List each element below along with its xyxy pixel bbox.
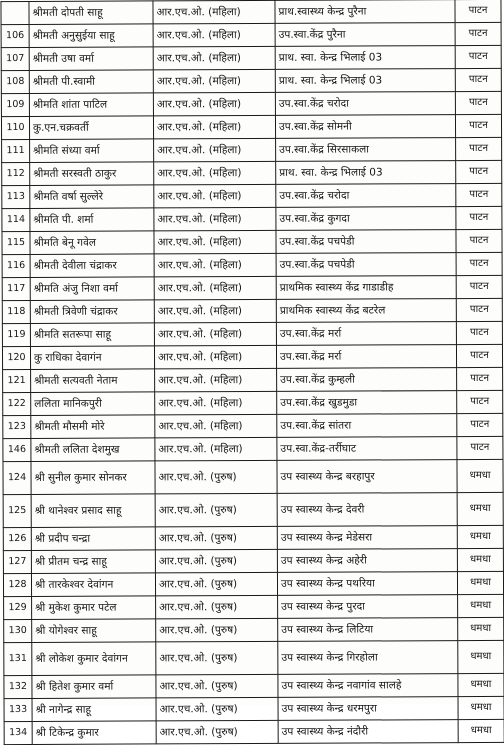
health-center-cell: उप स्वास्थ्य केन्द्र धरमपुरा bbox=[278, 697, 458, 721]
block-cell: पाटन bbox=[457, 436, 503, 459]
employee-name-cell: श्रीमती अनुसुईया साहू bbox=[29, 24, 153, 48]
designation-cell: आर.एच.ओ. (महिला) bbox=[155, 391, 277, 415]
table-row bbox=[4, 594, 504, 619]
designation-cell: आर.एच.ओ. (महिला) bbox=[153, 46, 275, 70]
health-center-cell: उप स्वास्थ्य केन्द्र बरहापुर bbox=[277, 460, 457, 494]
serial-number-cell: 111 bbox=[2, 139, 30, 162]
table-row bbox=[1, 68, 501, 93]
designation-cell: आर.एच.ओ. (महिला) bbox=[155, 437, 277, 461]
block-cell: धमधा bbox=[457, 525, 503, 548]
block-cell: धमधा bbox=[457, 459, 503, 492]
designation-cell: आर.एच.ओ. (पुरुष) bbox=[156, 674, 278, 698]
designation-cell: आर.एच.ओ. (महिला) bbox=[154, 184, 276, 208]
designation-cell: आर.एच.ओ. (महिला) bbox=[153, 23, 275, 47]
designation-cell: आर.एच.ओ. (पुरुष) bbox=[155, 549, 277, 573]
table-row bbox=[2, 275, 502, 300]
table-row bbox=[4, 640, 504, 675]
block-cell: पाटन bbox=[456, 252, 502, 275]
health-center-cell: प्राथ. स्वा. केन्द्र भिलाई 03 bbox=[276, 161, 456, 185]
serial-number-cell: 118 bbox=[2, 300, 30, 323]
employee-name-cell: श्री हितेश कुमार वर्मा bbox=[32, 675, 156, 699]
health-center-cell: उप स्वास्थ्य केन्द्र पुरदा bbox=[278, 595, 458, 619]
designation-cell: आर.एच.ओ. (महिला) bbox=[154, 276, 276, 300]
serial-number-cell: 129 bbox=[4, 596, 32, 619]
serial-number-cell: 131 bbox=[4, 642, 32, 675]
table-row bbox=[3, 367, 503, 392]
employee-name-cell: श्रीमति सतरूपा साहू bbox=[30, 323, 154, 347]
employee-name-cell: ललिता मानिकपुरी bbox=[31, 392, 155, 416]
serial-number-cell: 122 bbox=[3, 392, 31, 415]
block-cell: पाटन bbox=[456, 275, 502, 298]
table-row bbox=[2, 229, 502, 254]
health-center-cell: प्राथ. स्वा. केन्द्र भिलाई 03 bbox=[275, 46, 455, 70]
health-center-cell: प्राथमिक स्वास्थ्य केंद्र गाडाडीह bbox=[276, 276, 456, 300]
serial-number-cell: 132 bbox=[4, 675, 32, 698]
serial-number-cell: 115 bbox=[2, 231, 30, 254]
serial-number-cell: 121 bbox=[3, 369, 31, 392]
table-row bbox=[4, 617, 504, 642]
table-row bbox=[2, 321, 502, 346]
designation-cell: आर.एच.ओ. (पुरुष) bbox=[155, 460, 277, 494]
designation-cell: आर.एच.ओ. (महिला) bbox=[153, 92, 275, 116]
health-center-cell: उप.स्वा.केंद्र मर्रा bbox=[276, 345, 456, 369]
designation-cell: आर.एच.ओ. (महिला) bbox=[154, 207, 276, 231]
block-cell: पाटन bbox=[455, 45, 501, 68]
serial-number-cell: 127 bbox=[3, 550, 31, 573]
health-center-cell: उप स्वास्थ्य केन्द्र नंदौरी bbox=[278, 720, 458, 744]
employee-name-cell: श्रीमती त्रिवेणी चंद्राकर bbox=[30, 300, 154, 324]
table-row bbox=[3, 525, 503, 550]
designation-cell: आर.एच.ओ. (पुरुष) bbox=[155, 572, 277, 596]
serial-number-cell: 108 bbox=[1, 70, 29, 93]
serial-number-cell: 107 bbox=[1, 47, 29, 70]
block-cell: पाटन bbox=[457, 390, 503, 413]
serial-number-cell: 128 bbox=[3, 573, 31, 596]
block-cell: पाटन bbox=[455, 114, 501, 137]
table-row bbox=[4, 696, 504, 721]
health-center-cell: उप.स्वा.केंद्र चरोदा bbox=[276, 184, 456, 208]
serial-number-cell: 146 bbox=[3, 438, 31, 461]
block-cell: पाटन bbox=[456, 298, 502, 321]
block-cell: धमधा bbox=[457, 571, 503, 594]
health-center-cell: उप स्वास्थ्य केन्द्र पथरिया bbox=[277, 572, 457, 596]
designation-cell: आर.एच.ओ. (महिला) bbox=[153, 0, 275, 24]
block-cell: पाटन bbox=[456, 321, 502, 344]
health-center-cell: उप.स्वा.केंद्र पचपेडी bbox=[276, 253, 456, 277]
serial-number-cell: 126 bbox=[3, 527, 31, 550]
health-center-cell: उप.स्वा.केंद्र सांतरा bbox=[277, 414, 457, 438]
employee-name-cell: श्री प्रीतम चन्द्र साहू bbox=[31, 550, 155, 574]
designation-cell: आर.एच.ओ. (पुरुष) bbox=[156, 697, 278, 721]
health-center-cell: उप.स्वा.केंद्र कुगदा bbox=[276, 207, 456, 231]
employee-name-cell: श्रीमती देवीला चंद्राकर bbox=[30, 254, 154, 278]
designation-cell: आर.एच.ओ. (महिला) bbox=[154, 322, 276, 346]
health-center-cell: उप.स्वा.केंद्र मर्रा bbox=[276, 322, 456, 346]
serial-number-cell: 123 bbox=[3, 415, 31, 438]
designation-cell: आर.एच.ओ. (पुरुष) bbox=[155, 493, 277, 527]
health-center-cell: उप.स्वा.केंद्र खुडमुडा bbox=[277, 391, 457, 415]
designation-cell: आर.एच.ओ. (महिला) bbox=[154, 230, 276, 254]
employee-name-cell: श्रीमती दोपती साहू bbox=[29, 1, 153, 25]
employee-name-cell: श्रीमती ललिता देशमुख bbox=[31, 438, 155, 462]
table-row bbox=[3, 459, 503, 494]
employee-name-cell: कु राधिका देवागंन bbox=[30, 346, 154, 370]
health-center-cell: उप.स्वा.केंद्र पचपेडी bbox=[276, 230, 456, 254]
block-cell: धमधा bbox=[458, 640, 504, 673]
health-center-cell: प्राथमिक स्वास्थ्य केंद्र बटरेल bbox=[276, 299, 456, 323]
designation-cell: आर.एच.ओ. (महिला) bbox=[153, 115, 275, 139]
block-cell: धमधा bbox=[458, 617, 504, 640]
employee-name-cell: श्री योगेश्वर साहू bbox=[32, 619, 156, 643]
table-row bbox=[3, 390, 503, 415]
table-row bbox=[2, 206, 502, 231]
health-center-cell: प्राथ. स्वा. केन्द्र भिलाई 03 bbox=[275, 69, 455, 93]
serial-number-cell: 116 bbox=[2, 254, 30, 277]
block-cell: पाटन bbox=[456, 206, 502, 229]
table-row bbox=[3, 492, 503, 527]
block-cell: पाटन bbox=[457, 413, 503, 436]
table-row bbox=[1, 114, 501, 139]
block-cell: पाटन bbox=[455, 91, 501, 114]
designation-cell: आर.एच.ओ. (पुरुष) bbox=[156, 618, 278, 642]
block-cell: पाटन bbox=[456, 160, 502, 183]
block-cell: धमधा bbox=[458, 594, 504, 617]
designation-cell: आर.एच.ओ. (पुरुष) bbox=[156, 595, 278, 619]
serial-number-cell: 106 bbox=[1, 24, 29, 47]
designation-cell: आर.एच.ओ. (महिला) bbox=[154, 299, 276, 323]
table-row bbox=[2, 183, 502, 208]
health-center-cell: उप.स्वा.केंद्र सिरसाकला bbox=[276, 138, 456, 162]
employee-name-cell: श्रीमती मौसमी मोरे bbox=[31, 415, 155, 439]
employee-name-cell: श्री लोकेश कुमार देवांगन bbox=[32, 642, 156, 676]
designation-cell: आर.एच.ओ. (महिला) bbox=[155, 368, 277, 392]
health-center-cell: उप.स्वा.केंद्र पुरैना bbox=[275, 23, 455, 47]
table-row bbox=[3, 548, 503, 573]
employee-name-cell: श्रीमति बेनू गवेल bbox=[30, 231, 154, 255]
serial-number-cell: 113 bbox=[2, 185, 30, 208]
table-row bbox=[2, 137, 502, 162]
table-row bbox=[1, 91, 501, 116]
block-cell: पाटन bbox=[456, 344, 502, 367]
employee-name-cell: श्रीमति संध्या वर्मा bbox=[30, 139, 154, 163]
employee-name-cell: श्री प्रदीप चन्द्रा bbox=[31, 527, 155, 551]
health-center-cell: उप.स्वा.केंद्र सोमनी bbox=[275, 115, 455, 139]
table-row bbox=[3, 571, 503, 596]
employee-name-cell: श्रीमति वर्षा सुल्लेरे bbox=[30, 185, 154, 209]
serial-number-cell: 112 bbox=[2, 162, 30, 185]
health-center-cell: उप.स्वा.केंद्र-तर्रीघाट bbox=[277, 437, 457, 461]
serial-number-cell: 134 bbox=[4, 721, 32, 744]
table-body bbox=[1, 0, 504, 745]
table-row bbox=[3, 413, 503, 438]
employee-name-cell: श्रीमती पी.स्वामी bbox=[29, 70, 153, 94]
table-row bbox=[1, 0, 501, 25]
employee-name-cell: श्रीमती सत्यवती नेताम bbox=[31, 369, 155, 393]
block-cell: धमधा bbox=[458, 719, 504, 742]
designation-cell: आर.एच.ओ. (पुरुष) bbox=[155, 526, 277, 550]
serial-number-cell: 124 bbox=[3, 461, 31, 494]
block-cell: पाटन bbox=[455, 0, 501, 23]
health-center-cell: उप स्वास्थ्य केन्द्र गिरहोला bbox=[278, 641, 458, 675]
designation-cell: आर.एच.ओ. (महिला) bbox=[154, 138, 276, 162]
employee-name-cell: श्री थानेश्वर प्रसाद साहू bbox=[31, 494, 155, 528]
table-row bbox=[1, 22, 501, 47]
designation-cell: आर.एच.ओ. (महिला) bbox=[154, 253, 276, 277]
health-center-cell: उप स्वास्थ्य केन्द्र नवागांव सालहे bbox=[278, 674, 458, 698]
designation-cell: आर.एच.ओ. (महिला) bbox=[154, 161, 276, 185]
employee-name-cell: श्री टिकेन्द्र कुमार bbox=[32, 721, 156, 745]
employee-name-cell: श्रीमति पी. शर्मा bbox=[30, 208, 154, 232]
employee-name-cell: श्रीमती उषा वर्मा bbox=[29, 47, 153, 71]
block-cell: पाटन bbox=[456, 183, 502, 206]
block-cell: पाटन bbox=[456, 229, 502, 252]
serial-number-cell bbox=[1, 1, 29, 24]
health-center-cell: उप स्वास्थ्य केन्द्र देवरी bbox=[277, 493, 457, 527]
designation-cell: आर.एच.ओ. (पुरुष) bbox=[156, 641, 278, 675]
block-cell: धमधा bbox=[458, 696, 504, 719]
health-center-cell: उप स्वास्थ्य केन्द्र अहेरी bbox=[277, 549, 457, 573]
serial-number-cell: 117 bbox=[2, 277, 30, 300]
serial-number-cell: 119 bbox=[2, 323, 30, 346]
table-row bbox=[3, 436, 503, 461]
block-cell: धमधा bbox=[458, 673, 504, 696]
employee-name-cell: कु.एन.चक्रवर्ती bbox=[29, 116, 153, 140]
employee-name-cell: श्री तारकेश्वर देवांगन bbox=[31, 573, 155, 597]
table-row bbox=[2, 344, 502, 369]
table-row bbox=[4, 719, 504, 744]
serial-number-cell: 120 bbox=[2, 346, 30, 369]
block-cell: धमधा bbox=[457, 548, 503, 571]
designation-cell: आर.एच.ओ. (महिला) bbox=[153, 69, 275, 93]
employee-name-cell: श्री सुनील कुमार सोनकर bbox=[31, 461, 155, 495]
employee-name-cell: श्रीमति शांता पाटिल bbox=[29, 93, 153, 117]
serial-number-cell: 114 bbox=[2, 208, 30, 231]
employee-name-cell: श्रीमती सरस्वती ठाकुर bbox=[30, 162, 154, 186]
health-center-cell: उप स्वास्थ्य केन्द्र मेडेसरा bbox=[277, 526, 457, 550]
serial-number-cell: 125 bbox=[3, 494, 31, 527]
table-row bbox=[2, 160, 502, 185]
designation-cell: आर.एच.ओ. (महिला) bbox=[154, 345, 276, 369]
health-center-cell: उप.स्वा.केंद्र चरोदा bbox=[275, 92, 455, 116]
table-row bbox=[2, 298, 502, 323]
employee-name-cell: श्री मुकेश कुमार पटेल bbox=[32, 596, 156, 620]
serial-number-cell: 130 bbox=[4, 619, 32, 642]
block-cell: धमधा bbox=[457, 492, 503, 525]
block-cell: पाटन bbox=[457, 367, 503, 390]
designation-cell: आर.एच.ओ. (पुरुष) bbox=[156, 720, 278, 744]
serial-number-cell: 110 bbox=[1, 116, 29, 139]
health-center-cell: प्राथ.स्वास्थ्य केन्द्र पुरैना bbox=[275, 0, 455, 23]
table-row bbox=[4, 673, 504, 698]
block-cell: पाटन bbox=[456, 137, 502, 160]
table-row bbox=[1, 45, 501, 70]
designation-cell: आर.एच.ओ. (महिला) bbox=[155, 414, 277, 438]
employee-name-cell: श्री नागेन्द्र साहू bbox=[32, 698, 156, 722]
health-center-cell: उप.स्वा.केंद्र कुम्हली bbox=[277, 368, 457, 392]
serial-number-cell: 133 bbox=[4, 698, 32, 721]
table-row bbox=[2, 252, 502, 277]
block-cell: पाटन bbox=[455, 22, 501, 45]
serial-number-cell: 109 bbox=[1, 93, 29, 116]
health-center-cell: उप स्वास्थ्य केन्द्र लिटिया bbox=[278, 618, 458, 642]
employee-name-cell: श्रीमति अंजु निशा वर्मा bbox=[30, 277, 154, 301]
block-cell: पाटन bbox=[455, 68, 501, 91]
